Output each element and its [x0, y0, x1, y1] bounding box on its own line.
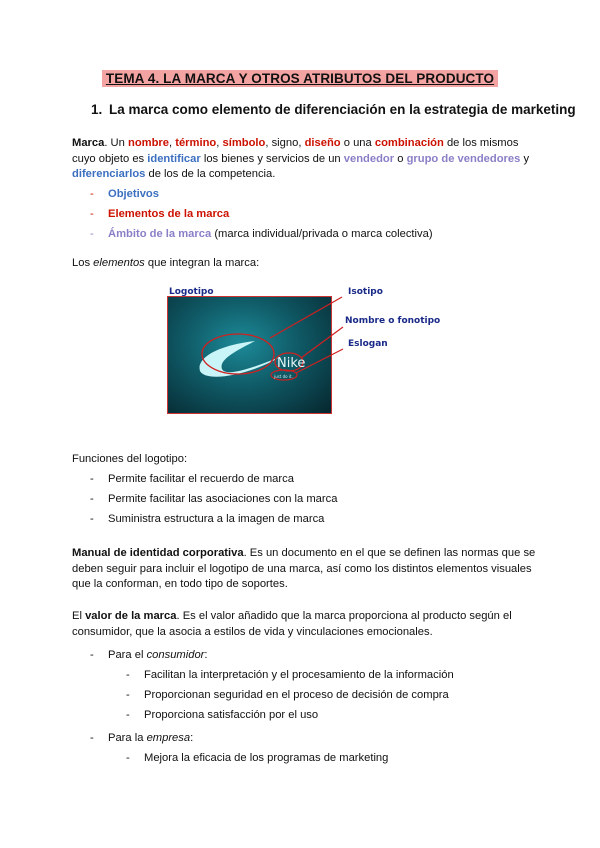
- list-item-label: Suministra estructura a la imagen de marca: [108, 513, 325, 525]
- text-run: que integran la marca:: [144, 257, 260, 269]
- list-item-label: Proporcionan seguridad en el proceso de decisión de compra: [144, 689, 449, 701]
- bullet-dash: -: [90, 208, 94, 220]
- marca-definition: [72, 136, 537, 183]
- list-item-label: Permite facilitar las asociaciones con la marca: [108, 493, 338, 505]
- list-item-label: Elementos de la marca: [108, 208, 230, 220]
- label-nombre: Nombre o fonotipo: [345, 316, 441, 326]
- text-run: los bienes y servicios de un: [200, 152, 344, 165]
- bullet-dash: -: [90, 473, 94, 485]
- list-item: [126, 751, 389, 766]
- elements-intro: [72, 256, 537, 272]
- text-run: Los: [72, 257, 94, 269]
- manual-paragraph: [72, 546, 537, 593]
- list-item-label: Proporciona satisfacción por el uso: [144, 709, 319, 721]
- section-heading: [91, 102, 576, 117]
- list-item: [126, 668, 454, 683]
- bullet-dash: -: [126, 689, 130, 701]
- text-run: El: [72, 610, 86, 622]
- bullet-dash: -: [90, 188, 94, 200]
- kw-simbolo: símbolo: [222, 137, 266, 149]
- term-manual: Manual de identidad corporativa: [72, 547, 244, 559]
- list-item-label: Permite facilitar el recuerdo de marca: [108, 473, 294, 485]
- list-item-empresa: [90, 731, 194, 746]
- list-item-label: Objetivos: [108, 188, 159, 200]
- text-run: ,: [216, 137, 223, 149]
- list-item-note: (marca individual/privada o marca colectiva): [211, 228, 433, 240]
- list-item: [90, 472, 294, 487]
- kw-diseno: diseño: [304, 137, 341, 149]
- nombre-connector: [301, 327, 343, 358]
- text-run: de los mismos cuyo objeto es: [72, 137, 519, 165]
- kw-grupo-vendedores: grupo de vendedores: [406, 152, 521, 165]
- valor-paragraph: [72, 609, 537, 640]
- bullet-dash: -: [90, 649, 94, 661]
- kw-combinacion: combinación: [374, 137, 444, 149]
- swoosh-icon: [200, 341, 280, 377]
- kw-identificar: identificar: [147, 152, 201, 165]
- isotipo-connector: [270, 297, 342, 338]
- label-isotipo: Isotipo: [348, 287, 383, 297]
- funciones-intro: Funciones del logotipo:: [72, 453, 188, 465]
- brand-text: Nike: [277, 356, 306, 371]
- text-run: . Es el valor añadido que la marca proporciona al producto según el consumidor, que la asocia a estilos de vida y vinculaciones emocionales.: [72, 610, 512, 638]
- bullet-dash: -: [90, 513, 94, 525]
- list-item: [90, 492, 338, 507]
- text-run: de los de la competencia.: [145, 168, 276, 180]
- bullet-dash: -: [126, 669, 130, 681]
- brand-elements-figure: [160, 283, 460, 413]
- list-item: [90, 512, 325, 527]
- kw-termino: término: [175, 137, 217, 149]
- text-run: Para el: [108, 649, 147, 661]
- page-title: TEMA 4. LA MARCA Y OTROS ATRIBUTOS DEL PRODUCTO: [102, 70, 498, 87]
- title-container: [0, 70, 600, 88]
- bullet-dash: -: [90, 493, 94, 505]
- bullet-dash: -: [126, 752, 130, 764]
- text-run: ,: [169, 137, 176, 149]
- text-run: :: [190, 732, 194, 744]
- bullet-dash: -: [90, 228, 94, 240]
- text-run: Para la: [108, 732, 147, 744]
- figure-annotations: [160, 283, 460, 413]
- text-run: :: [204, 649, 208, 661]
- list-item: [126, 708, 319, 723]
- list-item-objetivos: [90, 187, 159, 202]
- term-marca: Marca: [72, 137, 105, 149]
- label-logotipo: Logotipo: [169, 287, 214, 297]
- kw-vendedor: vendedor: [343, 152, 395, 165]
- list-item: [126, 688, 449, 703]
- list-item-label: Mejora la eficacia de los programas de marketing: [144, 752, 389, 764]
- text-run: , signo,: [265, 137, 305, 149]
- list-item-consumidor: [90, 648, 208, 663]
- list-item-ambito: [90, 227, 433, 242]
- text-run-italic: consumidor: [146, 649, 205, 661]
- section-number: 1.: [91, 102, 103, 117]
- text-run-italic: elementos: [93, 257, 145, 269]
- section-heading-text: La marca como elemento de diferenciación en la estrategia de marketing: [109, 102, 576, 117]
- kw-nombre: nombre: [127, 137, 170, 149]
- text-run-italic: empresa: [146, 732, 191, 744]
- label-eslogan: Eslogan: [348, 339, 388, 349]
- text-run: y: [520, 152, 530, 165]
- list-item-elementos: [90, 207, 230, 222]
- text-run: . Un: [104, 137, 128, 149]
- kw-diferenciarlos: diferenciarlos: [72, 168, 146, 180]
- bullet-dash: -: [126, 709, 130, 721]
- term-valor: valor de la marca: [85, 610, 177, 622]
- bullet-dash: -: [90, 732, 94, 744]
- list-item-label: Facilitan la interpretación y el procesamiento de la información: [144, 669, 454, 681]
- text-run: . Es un documento en el que se definen las normas que se deben seguir para incluir el logotipo de una marca, así como los distintos elementos visuales que la conforman, en todo tipo de soportes.: [72, 547, 536, 590]
- list-item-label: Ámbito de la marca: [108, 228, 212, 240]
- text-run: o: [394, 152, 407, 165]
- slogan-text: just do it.: [274, 374, 293, 379]
- text-run: o una: [340, 137, 375, 149]
